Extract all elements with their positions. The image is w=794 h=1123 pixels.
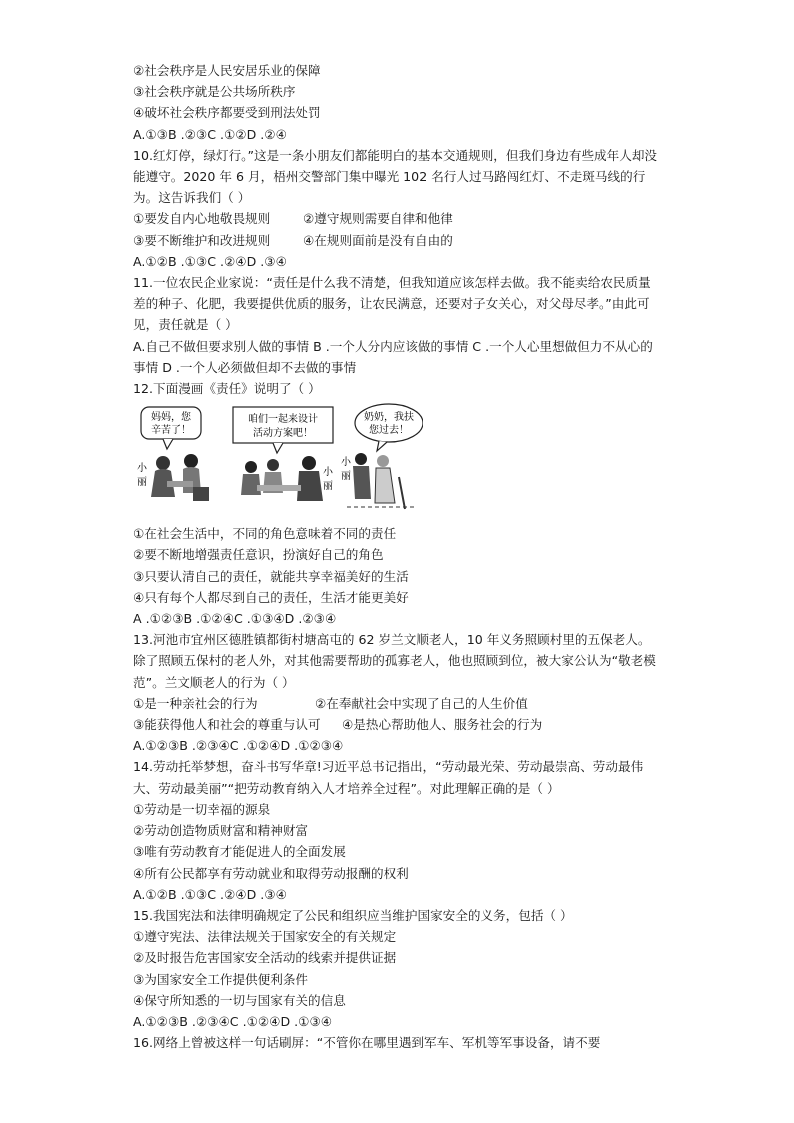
- q13-option-2: ②在奉献社会中实现了自己的人生价值: [315, 695, 528, 711]
- q13-answers: A.①②③B .②③④C .①②④D .①②③④: [133, 738, 344, 754]
- comic-bubble-2-line-1: 咱们一起来设计: [248, 414, 318, 426]
- q13-stem: 13.河池市宜州区德胜镇都街村塘高屯的 62 岁兰文顺老人，10 年义务照顾村里的五保老人。除了照顾五保村的老人外，对其他需要帮助的孤寡老人，他也照顾到位，被大家公认为“敬老模范”。兰文顺老人的行为（ ）: [133, 632, 656, 690]
- comic-name-3-char-1: 小: [341, 457, 351, 469]
- q12-stem: 12.下面漫画《责任》说明了（ ）: [133, 381, 321, 397]
- comic-panel-mother: [137, 407, 209, 501]
- comic-bubble-1-line-2: 辛苦了！: [151, 425, 191, 437]
- q13-options-row-2: [133, 714, 663, 735]
- q13-option-1: ①是一种亲社会的行为: [133, 695, 258, 711]
- q15-option-1: ①遵守宪法、法律法规关于国家安全的有关规定: [133, 929, 397, 945]
- comic-name-2-char-1: 小: [323, 467, 333, 479]
- q10-option-2: ②遵守规则需要自律和他律: [303, 211, 453, 227]
- q15-option-2: ②及时报告危害国家安全活动的线索并提供证据: [133, 950, 397, 966]
- comic-name-1-char-1: 小: [137, 463, 147, 475]
- q11-answers: A.自己不做但要求别人做的事情 B .一个人分内应该做的事情 C .一个人心里想做但力不从心的事情 D .一个人必须做但却不去做的事情: [133, 338, 653, 375]
- q16-stem: 16.网络上曾被这样一句话刷屏：“不管你在哪里遇到军车、军机等军事设备，请不要: [133, 1035, 601, 1051]
- comic-name-3-char-2: 丽: [341, 471, 351, 483]
- q10-options-row-1: [133, 208, 663, 229]
- q12-option-4: ④只有每个人都尽到自己的责任，生活才能更美好: [133, 589, 409, 605]
- q11-stem: 11.一位农民企业家说：“责任是什么我不清楚，但我知道应该怎样去做。我不能卖给农民质量差的种子、化肥，我要提供优质的服务，让农民满意，还要对子女关心，对父母尽孝。”由此可见，责任就是（ ）: [133, 275, 651, 333]
- comic-bubble-1-line-1: 妈妈，您: [151, 412, 191, 424]
- q15-option-3: ③为国家安全工作提供便利条件: [133, 971, 309, 987]
- q14-option-2: ②劳动创造物质财富和精神财富: [133, 823, 309, 839]
- q13-options-row-1: [133, 693, 663, 714]
- q14-option-3: ③唯有劳动教育才能促进人的全面发展: [133, 844, 346, 860]
- q15-stem: 15.我国宪法和法律明确规定了公民和组织应当维护国家安全的义务，包括（ ）: [133, 907, 573, 923]
- comic-panel-grandma: [341, 404, 423, 509]
- q10-stem: 10.红灯停，绿灯行。”这是一条小朋友们都能明白的基本交通规则，但我们身边有些成年人却没能遵守。2020 年 6 月，梧州交警部门集中曝光 102 名行人过马路闯红灯、不走斑马线的行为。这告诉我们（ ）: [133, 147, 658, 206]
- comic-name-2-char-2: 丽: [323, 481, 333, 493]
- comic-bubble-3-line-2: 您过去！: [369, 425, 409, 437]
- q10-options-row-2: [133, 230, 663, 251]
- q13-option-3: ③能获得他人和社会的尊重与认可: [133, 717, 321, 733]
- q9-option-2: ②社会秩序是人民安居乐业的保障: [133, 63, 321, 78]
- comic-bubble-2-line-2: 活动方案吧！: [253, 428, 313, 440]
- q10-option-1: ①要发自内心地敬畏规则: [133, 211, 271, 227]
- q15-option-4: ④保守所知悉的一切与国家有关的信息: [133, 992, 346, 1008]
- q12-option-2: ②要不断地增强责任意识，扮演好自己的角色: [133, 547, 384, 563]
- q14-option-1: ①劳动是一切幸福的源泉: [133, 801, 271, 817]
- q14-answers: A.①②B .①③C .②④D .③④: [133, 886, 287, 902]
- q12-answers: A .①②③B .①②④C .①③④D .②③④: [133, 611, 337, 627]
- q13-option-4: ④是热心帮助他人、服务社会的行为: [342, 717, 543, 733]
- q9-option-4: ④破坏社会秩序都要受到刑法处罚: [133, 105, 321, 121]
- responsibility-comic: [133, 403, 423, 515]
- q10-option-4: ④在规则面前是没有自由的: [303, 232, 453, 248]
- q9-option-3: ③社会秩序就是公共场所秩序: [133, 84, 296, 100]
- comic-panel-classmates: [233, 407, 334, 501]
- q10-answers: A.①②B .①③C .②④D .③④: [133, 253, 287, 269]
- comic-bubble-3-line-1: 奶奶，我扶: [364, 412, 414, 424]
- question-list: [133, 60, 663, 1053]
- q12-option-3: ③只要认清自己的责任，就能共享幸福美好的生活: [133, 568, 409, 584]
- q12-option-1: ①在社会生活中，不同的角色意味着不同的责任: [133, 526, 397, 542]
- q9-answers: A.①③B .②③C .①②D .②④: [133, 126, 287, 142]
- q15-answers: A.①②③B .②③④C .①②④D .①③④: [133, 1013, 333, 1029]
- q14-option-4: ④所有公民都享有劳动就业和取得劳动报酬的权利: [133, 865, 409, 881]
- q10-option-3: ③要不断维护和改进规则: [133, 232, 271, 248]
- q14-stem: 14.劳动托举梦想，奋斗书写华章!习近平总书记指出，“劳动最光荣、劳动最崇高、劳动最伟大、劳动最美丽”“把劳动教育纳入人才培养全过程”。对此理解正确的是（ ）: [133, 759, 644, 796]
- comic-name-1-char-2: 丽: [137, 477, 147, 489]
